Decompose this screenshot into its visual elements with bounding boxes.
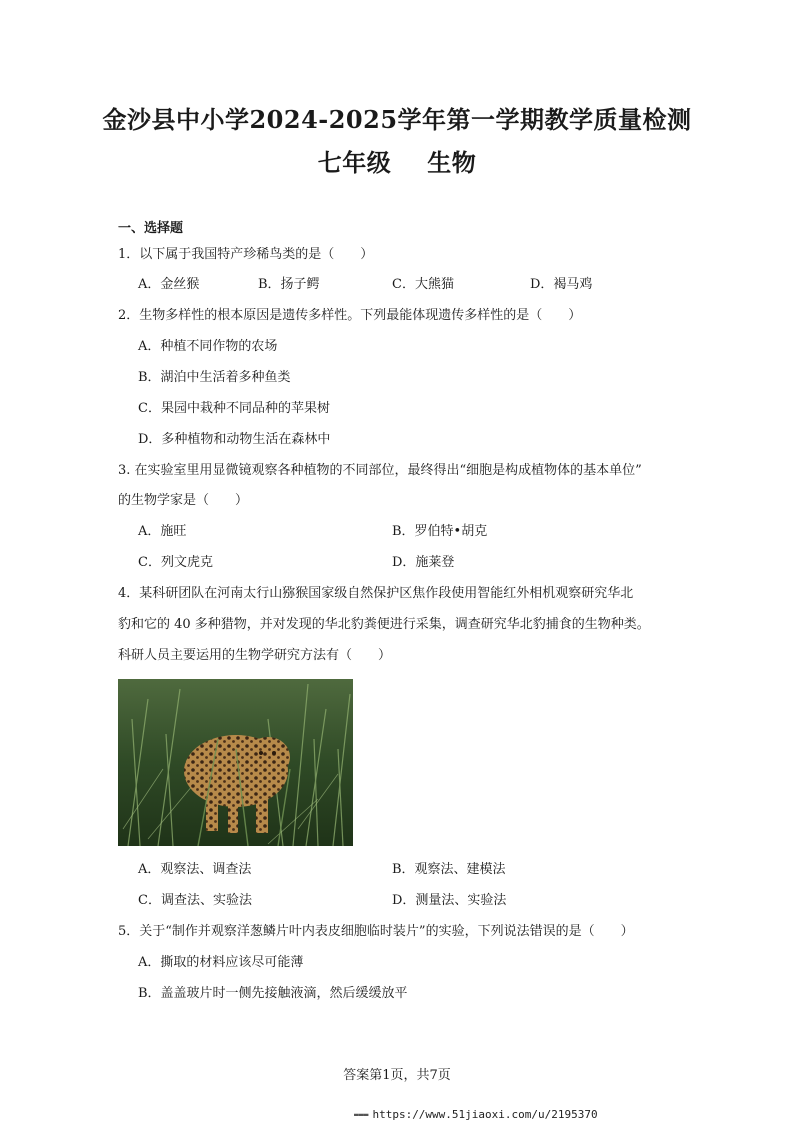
question-4-line-1: 4．某科研团队在河南太行山猕猴国家级自然保护区焦作段使用智能红外相机观察研究华北 [118,586,634,601]
question-2: 2．生物多样性的根本原因是遗传多样性。下列最能体现遗传多样性的是（ ） [118,308,582,323]
exam-title: 金沙县中小学2024-2025学年第一学期教学质量检测 [102,105,692,134]
q3-option-b: B．罗伯特•胡克 [392,524,488,539]
q2-option-b: B．湖泊中生活着多种鱼类 [138,370,291,385]
source-url-text: https://www.51jiaoxi.com/u/2195370 [372,1108,598,1121]
q1-option-a: A．金丝猴 [138,277,200,292]
q3-option-c: C．列文虎克 [138,555,213,570]
q1-option-b: B．扬子鳄 [258,277,320,292]
grade-label: 七年级 [317,148,392,177]
q4-option-a: A．观察法、调查法 [138,862,252,877]
subject-label: 生物 [427,148,477,177]
q4-option-c: C．调查法、实验法 [138,893,252,908]
page-number: 答案第1页，共7页 [343,1068,451,1083]
question-3-line-2: 的生物学家是（ ） [118,493,249,508]
q5-option-a: A．撕取的材料应该尽可能薄 [138,955,304,970]
q2-option-c: C．果园中栽种不同品种的苹果树 [138,401,330,416]
q3-option-a: A．施旺 [138,524,187,539]
q5-option-b: B．盖盖玻片时一侧先接触液滴，然后缓缓放平 [138,986,408,1001]
question-1: 1．以下属于我国特产珍稀鸟类的是（ ） [118,247,374,262]
leopard-photo [118,679,353,846]
section-heading: 一、选择题 [118,221,184,236]
question-4-line-3: 科研人员主要运用的生物学研究方法有（ ） [118,648,392,663]
q2-option-d: D．多种植物和动物生活在森林中 [138,432,331,447]
q4-option-b: B．观察法、建模法 [392,862,506,877]
exam-subtitle [0,143,794,178]
question-3-line-1: 3. 在实验室里用显微镜观察各种植物的不同部位，最终得出“细胞是构成植物体的基本单位” [118,463,642,478]
q3-option-d: D．施莱登 [392,555,455,570]
source-url[interactable] [354,1108,598,1121]
site-logo-icon: ▬▬▬ [354,1110,369,1119]
q4-option-d: D．测量法、实验法 [392,893,507,908]
q1-option-c: C．大熊猫 [392,277,454,292]
question-5: 5．关于“制作并观察洋葱鳞片叶内表皮细胞临时装片”的实验，下列说法错误的是（ ） [118,924,634,939]
q2-option-a: A．种植不同作物的农场 [138,339,278,354]
question-4-line-2: 豹和它的 40 多种猎物，并对发现的华北豹粪便进行采集，调查研究华北豹捕食的生物种类。 [118,617,650,632]
q1-option-d: D．褐马鸡 [530,277,593,292]
